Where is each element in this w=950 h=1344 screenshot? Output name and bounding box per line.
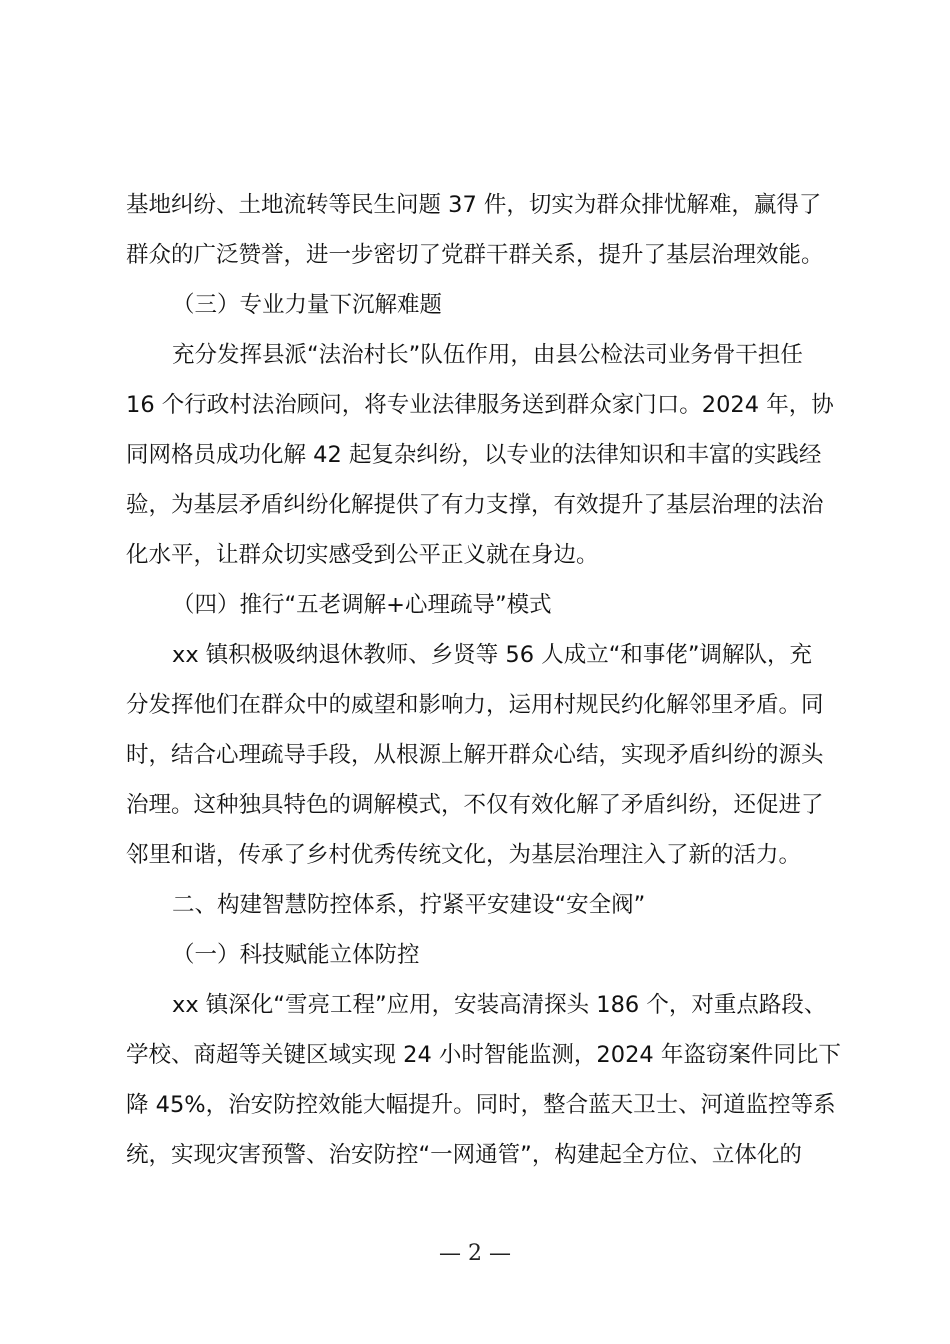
text-line: 化水平，让群众切实感受到公平正义就在身边。 [126, 542, 599, 568]
text-line: 学校、商超等关键区域实现 24 小时智能监测，2024 年盗窃案件同比下 [126, 1042, 841, 1068]
text-line: 基地纠纷、土地流转等民生问题 37 件，切实为群众排忧解难，赢得了 [126, 192, 822, 218]
text-line: 群众的广泛赞誉，进一步密切了党群干群关系，提升了基层治理效能。 [126, 242, 824, 268]
text-line: 验，为基层矛盾纠纷化解提供了有力支撑，有效提升了基层治理的法治 [126, 492, 824, 518]
text-line: 降 45%，治安防控效能大幅提升。同时，整合蓝天卫士、河道监控等系 [126, 1092, 836, 1118]
text-line: 二、构建智慧防控体系，拧紧平安建设“安全阀” [172, 892, 646, 918]
text-line: 同网格员成功化解 42 起复杂纠纷，以专业的法律知识和丰富的实践经 [126, 442, 822, 468]
text-line: （三）专业力量下沉解难题 [172, 292, 443, 318]
text-line: 分发挥他们在群众中的威望和影响力，运用村规民约化解邻里矛盾。同 [126, 692, 824, 718]
text-line: xx 镇深化“雪亮工程”应用，安装高清探头 186 个，对重点路段、 [172, 992, 827, 1018]
text-line: （四）推行“五老调解+心理疏导”模式 [172, 592, 552, 618]
document-body [126, 180, 846, 1180]
text-line: 治理。这种独具特色的调解模式，不仅有效化解了矛盾纠纷，还促进了 [126, 792, 824, 818]
text-line: 时，结合心理疏导手段，从根源上解开群众心结，实现矛盾纠纷的源头 [126, 742, 824, 768]
text-line: 16 个行政村法治顾问，将专业法律服务送到群众家门口。2024 年，协 [126, 392, 834, 418]
text-line: 充分发挥县派“法治村长”队伍作用，由县公检法司业务骨干担任 [172, 342, 803, 368]
text-line: （一）科技赋能立体防控 [172, 942, 420, 968]
page-number: — 2 — [439, 1241, 511, 1266]
text-line: 邻里和谐，传承了乡村优秀传统文化，为基层治理注入了新的活力。 [126, 842, 802, 868]
text-line: 统，实现灾害预警、治安防控“一网通管”，构建起全方位、立体化的 [126, 1142, 802, 1168]
text-line: xx 镇积极吸纳退休教师、乡贤等 56 人成立“和事佬”调解队，充 [172, 642, 813, 668]
